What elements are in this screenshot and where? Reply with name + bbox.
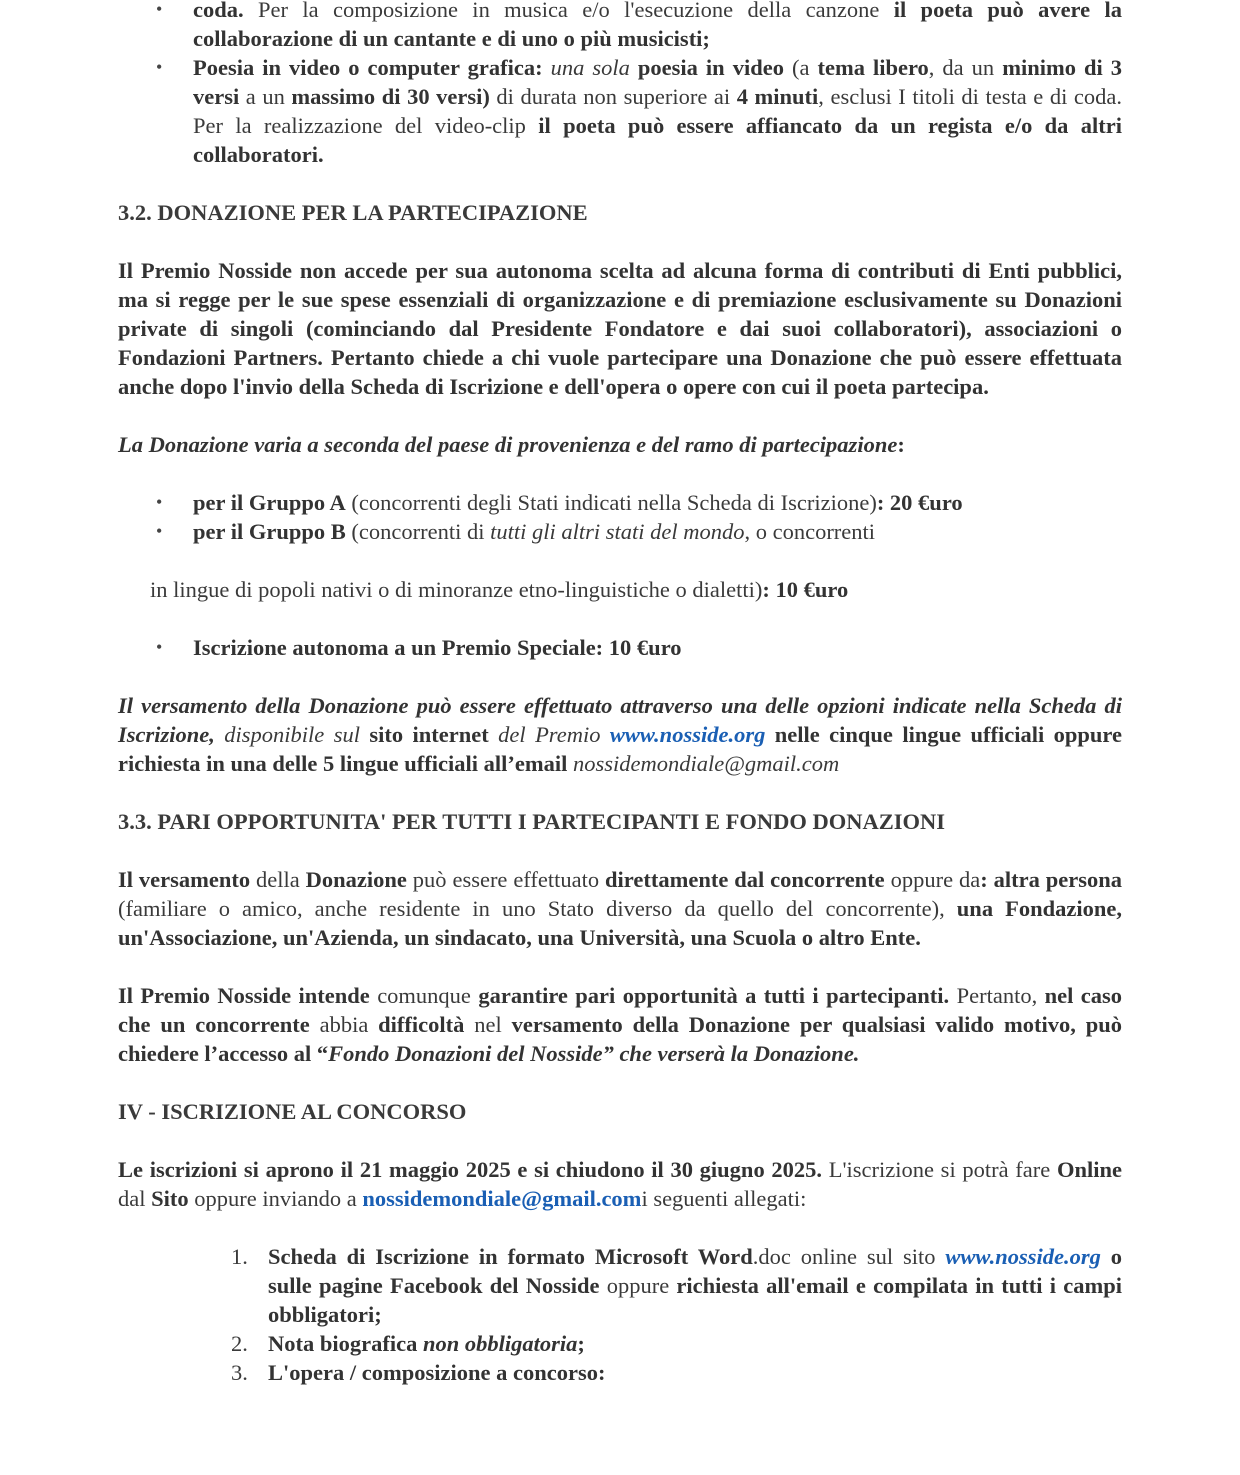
equal-opportunity-paragraph-2: Il Premio Nosside intende comunque garantire pari opportunità a tutti i partecipanti. Pertanto, nel caso che un concorrente abbia difficoltà nel versamento della Donazione per qualsiasi valido motivo, può chiedere l’accesso al “Fondo Donazioni del Nosside” che verserà la Donazione. bbox=[118, 983, 1123, 1066]
list-item: 3. L'opera / composizione a concorso: bbox=[231, 1360, 606, 1385]
list-item: • coda. Per la composizione in musica e/o l'esecuzione della canzone il poeta può avere la collaborazione di un cantante e di uno o più musicisti; bbox=[118, 0, 1122, 53]
list-item: • per il Gruppo A (concorrenti degli Stati indicati nella Scheda di Iscrizione): 20 €uro bbox=[118, 488, 1122, 517]
list-item: 1. Scheda di Iscrizione in formato Microsoft Word.doc online sul sito www.nosside.org o sulle pagine Facebook del Nosside oppure richiesta all'email e compilata in tutti i campi obbligatori; bbox=[231, 1244, 1122, 1327]
website-link[interactable]: www.nosside.org bbox=[609, 722, 766, 747]
donation-varies-note: La Donazione varia a seconda del paese di provenienza e del ramo di partecipazione: bbox=[118, 432, 905, 457]
list-item: • Poesia in video o computer grafica: una sola poesia in video (a tema libero, da un minimo di 3 versi a un massimo di 30 versi) di durata non superiore ai 4 minuti, esclusi I titoli di testa e di coda. Per la realizzazione del video-clip il poeta può essere affiancato da un regista e/o da altri collaboratori. bbox=[118, 53, 1122, 169]
category-list bbox=[118, 0, 1122, 169]
donation-groups-list bbox=[118, 488, 1122, 546]
special-prize-list bbox=[118, 633, 1122, 662]
registration-paragraph: Le iscrizioni si aprono il 21 maggio 2025 e si chiudono il 30 giugno 2025. L'iscrizione si potrà fare Online dal Sito oppure inviando a nossidemondiale@gmail.comi seguenti allegati: bbox=[118, 1157, 1122, 1211]
attachments-list bbox=[118, 1242, 1122, 1387]
group-b-continuation: in lingue di popoli nativi o di minoranze etno-linguistiche o dialetti): 10 €uro bbox=[150, 577, 849, 602]
section-heading-3-3: 3.3. PARI OPPORTUNITA' PER TUTTI I PARTECIPANTI E FONDO DONAZIONI bbox=[118, 809, 946, 834]
section-heading-3-2: 3.2. DONAZIONE PER LA PARTECIPAZIONE bbox=[118, 200, 588, 225]
list-item: 2. Nota biografica non obbligatoria; bbox=[231, 1331, 585, 1356]
list-item: • Iscrizione autonoma a un Premio Speciale: 10 €uro bbox=[118, 633, 1122, 662]
list-item: • per il Gruppo B (concorrenti di tutti gli altri stati del mondo, o concorrenti bbox=[118, 517, 1122, 546]
payment-paragraph: Il versamento della Donazione può essere effettuato attraverso una delle opzioni indicate nella Scheda di Iscrizione, disponibile sul sito internet del Premio www.nosside.org nelle cinque lingue ufficiali oppure richiesta in una delle 5 lingue ufficiali all’email nossidemondiale@gmail.com bbox=[118, 693, 1122, 776]
email-text: nossidemondiale@gmail.com bbox=[573, 751, 840, 776]
website-link[interactable]: www.nosside.org bbox=[945, 1244, 1101, 1269]
equal-opportunity-paragraph-1: Il versamento della Donazione può essere effettuato direttamente dal concorrente oppure da: altra persona (familiare o amico, anche residente in uno Stato diverso da quello del concorrente), una Fondazione, un'Associazione, un'Azienda, un sindacato, una Università, una Scuola o altro Ente. bbox=[118, 867, 1123, 950]
document-page bbox=[118, 0, 1122, 1387]
email-link[interactable]: nossidemondiale@gmail.com bbox=[362, 1186, 642, 1211]
section-heading-iv: IV - ISCRIZIONE AL CONCORSO bbox=[118, 1099, 467, 1124]
donation-paragraph: Il Premio Nosside non accede per sua autonoma scelta ad alcuna forma di contributi di Enti pubblici, ma si regge per le sue spese essenziali di organizzazione e di premiazione esclusivamente su Donazioni private di singoli (cominciando dal Presidente Fondatore e dai suoi collaboratori), associazioni o Fondazioni Partners. Pertanto chiede a chi vuole partecipare una Donazione che può essere effettuata anche dopo l'invio della Scheda di Iscrizione e dell'opera o opere con cui il poeta partecipa. bbox=[118, 258, 1122, 399]
